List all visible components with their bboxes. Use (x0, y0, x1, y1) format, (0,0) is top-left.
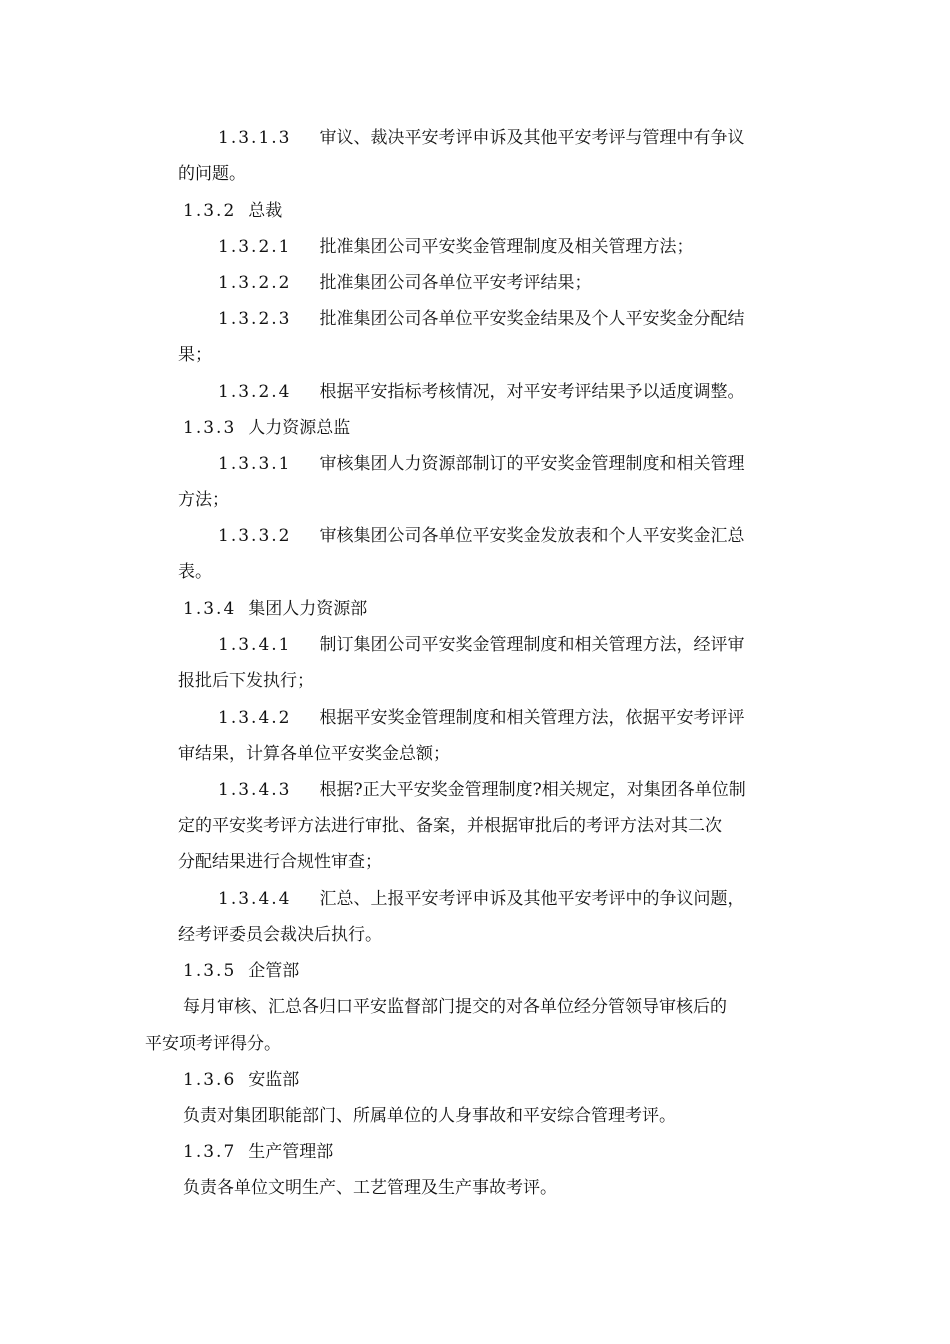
clause-1-3-3-1 (218, 446, 744, 482)
clause-continuation: 的问题。 (178, 164, 246, 184)
clause-1-3-2-2 (218, 265, 591, 301)
section-title: 企管部 (248, 961, 300, 981)
clause-continuation: 审结果，计算各单位平安奖金总额； (178, 744, 450, 764)
clause-text: 根据平安指标考核情况，对平安考评结果予以适度调整。 (319, 382, 745, 402)
clause-text: 制订集团公司平安奖金管理制度和相关管理方法，经评审 (319, 635, 745, 655)
clause-number: 1.3.2.3 (218, 309, 292, 329)
section-body: 每月审核、汇总各归口平安监督部门提交的对各单位经分管领导审核后的 (183, 997, 727, 1017)
clause-1-3-2-1 (218, 229, 693, 265)
clause-text: 根据?正大平安奖金管理制度?相关规定，对集团各单位制 (319, 780, 746, 800)
section-title: 生产管理部 (248, 1142, 334, 1162)
clause-continuation: 分配结果进行合规性审查； (178, 852, 382, 872)
clause-number: 1.3.4.2 (218, 708, 292, 728)
clause-number: 1.3.4.3 (218, 780, 292, 800)
clause-1-3-2-3 (218, 301, 744, 337)
clause-number: 1.3.2.4 (218, 382, 292, 402)
section-1-3-6 (183, 1062, 299, 1098)
section-title: 人力资源总监 (248, 418, 351, 438)
clause-continuation: 表。 (178, 562, 212, 582)
clause-text: 批准集团公司各单位平安奖金结果及个人平安奖金分配结 (319, 309, 745, 329)
clause-text: 审议、裁决平安考评申诉及其他平安考评与管理中有争议 (319, 128, 745, 148)
clause-text: 根据平安奖金管理制度和相关管理方法，依据平安考评评 (319, 708, 745, 728)
section-number: 1.3.3 (183, 418, 237, 438)
clause-1-3-4-3 (218, 772, 746, 808)
clause-text: 审核集团公司各单位平安奖金发放表和个人平安奖金汇总 (319, 526, 745, 546)
clause-1-3-1-3 (218, 120, 744, 156)
clause-1-3-2-4 (218, 374, 744, 410)
section-number: 1.3.5 (183, 961, 237, 981)
section-body: 负责各单位文明生产、工艺管理及生产事故考评。 (183, 1178, 557, 1198)
clause-continuation: 报批后下发执行； (178, 671, 314, 691)
clause-1-3-4-1 (218, 627, 744, 663)
clause-number: 1.3.1.3 (218, 128, 292, 148)
clause-1-3-3-2 (218, 518, 744, 554)
section-number: 1.3.6 (183, 1070, 237, 1090)
section-number: 1.3.4 (183, 599, 237, 619)
clause-continuation: 果； (178, 345, 212, 365)
section-body-continuation: 平安项考评得分。 (145, 1034, 281, 1054)
section-title: 总裁 (248, 201, 283, 221)
section-1-3-2 (183, 193, 282, 229)
clause-1-3-4-4 (218, 881, 744, 917)
clause-text: 批准集团公司平安奖金管理制度及相关管理方法； (319, 237, 694, 257)
clause-number: 1.3.3.2 (218, 526, 292, 546)
section-body: 负责对集团职能部门、所属单位的人身事故和平安综合管理考评。 (183, 1106, 676, 1126)
clause-continuation: 经考评委员会裁决后执行。 (178, 925, 382, 945)
section-1-3-5 (183, 953, 299, 989)
clause-number: 1.3.3.1 (218, 454, 292, 474)
section-1-3-7 (183, 1134, 333, 1170)
clause-text: 批准集团公司各单位平安考评结果； (319, 273, 592, 293)
clause-continuation: 方法； (178, 490, 229, 510)
section-title: 安监部 (248, 1070, 300, 1090)
clause-number: 1.3.4.4 (218, 889, 292, 909)
section-number: 1.3.2 (183, 201, 237, 221)
section-title: 集团人力资源部 (248, 599, 368, 619)
clause-number: 1.3.2.1 (218, 237, 292, 257)
section-number: 1.3.7 (183, 1142, 237, 1162)
clause-number: 1.3.4.1 (218, 635, 292, 655)
clause-text: 审核集团人力资源部制订的平安奖金管理制度和相关管理 (319, 454, 745, 474)
section-1-3-4 (183, 591, 367, 627)
section-1-3-3 (183, 410, 350, 446)
clause-number: 1.3.2.2 (218, 273, 292, 293)
clause-text: 汇总、上报平安考评申诉及其他平安考评中的争议问题， (319, 889, 745, 909)
clause-1-3-4-2 (218, 700, 744, 736)
clause-continuation: 定的平安奖考评方法进行审批、备案，并根据审批后的考评方法对其二次 (178, 816, 722, 836)
